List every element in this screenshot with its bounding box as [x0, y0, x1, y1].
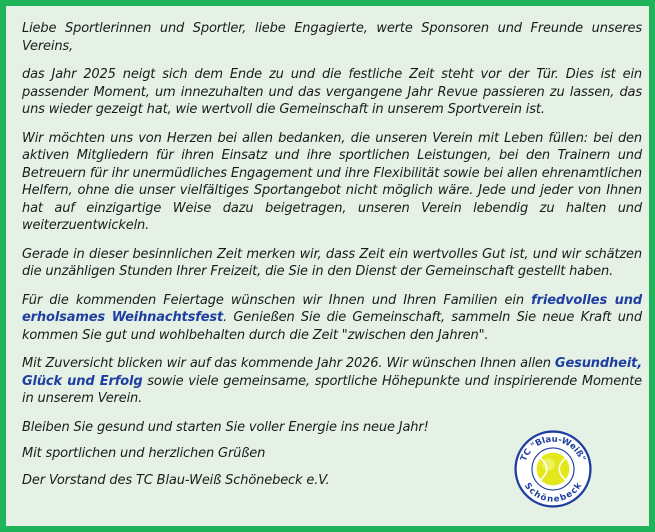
club-logo [514, 430, 592, 508]
logo-bottom-text: Schönebeck [521, 481, 585, 505]
paragraph-5-text: Mit Zuversicht blicken wir auf das kommende Jahr 2026. Wir wünschen Ihnen allen [22, 356, 555, 371]
logo-top-text: TC "Blau-Weiß" [518, 434, 588, 463]
signature: Der Vorstand des TC Blau-Weiß Schönebeck e.V. [22, 472, 330, 488]
paragraph-4-text: Für die kommenden Feiertage wünschen wir Ihnen und Ihren Familien ein [22, 292, 532, 308]
paragraph-6: Bleiben Sie gesund und starten Sie voller Energie ins neue Jahr! [22, 419, 429, 435]
paragraph-4-text-end: . Genießen Sie die Gemeinschaft, sammeln Sie neue Kraft und kommen Sie gut und wohlbehalten durch die Zeit "zwischen den Jahren". [22, 310, 642, 343]
tennis-ball-icon [537, 453, 570, 486]
paragraph-3: Gerade in dieser besinnlichen Zeit merken wir, dass Zeit ein wertvolles Gut ist, und wir schätzen die unzähligen Stunden Ihrer Freizeit, die Sie in den Dienst der Gemeinschaft gestellt haben. [22, 246, 642, 279]
closing: Mit sportlichen und herzlichen Grüßen [22, 446, 266, 461]
letter-body [22, 20, 642, 498]
paragraph-1: das Jahr 2025 neigt sich dem Ende zu und die festliche Zeit steht vor der Tür. Dies ist ein passender Moment, um innezuhalten und das vergangene Jahr Revue passieren zu lassen, das uns wieder gezeigt hat, wie wertvoll die Gemeinschaft in unserem Sportverein ist. [22, 67, 642, 117]
paragraph-5-text-end: sowie viele gemeinsame, sportliche Höhepunkte und inspirierende Momente in unserem Verein. [22, 373, 642, 406]
paragraph-5 [22, 355, 642, 408]
greeting: Liebe Sportlerinnen und Sportler, liebe Engagierte, werte Sponsoren und Freunde unseres Vereins, [22, 21, 642, 54]
christmas-highlight: friedvolles und erholsames Weihnachtsfest [22, 292, 643, 325]
wishes-highlight: Gesundheit, Glück und Erfolg [22, 356, 642, 389]
paragraph-2: Wir möchten uns von Herzen bei allen bedanken, die unseren Verein mit Leben füllen: bei den aktiven Mitgliedern für ihren Einsatz und ihre sportlichen Leistungen, bei den Trainern und Betreuern für ihr unermüdliches Engagement und ihre Flexibilität sowie bei allen ehrenamtlichen Helfern, ohne die unser vielfältiges Sportangebot nicht möglich wäre. Jede und jeder von Ihnen hat auf einzigartige Weise dazu beigetragen, unseren Verein lebendig zu halten und weiterzuentwickeln. [22, 130, 642, 233]
paragraph-4 [22, 292, 642, 345]
